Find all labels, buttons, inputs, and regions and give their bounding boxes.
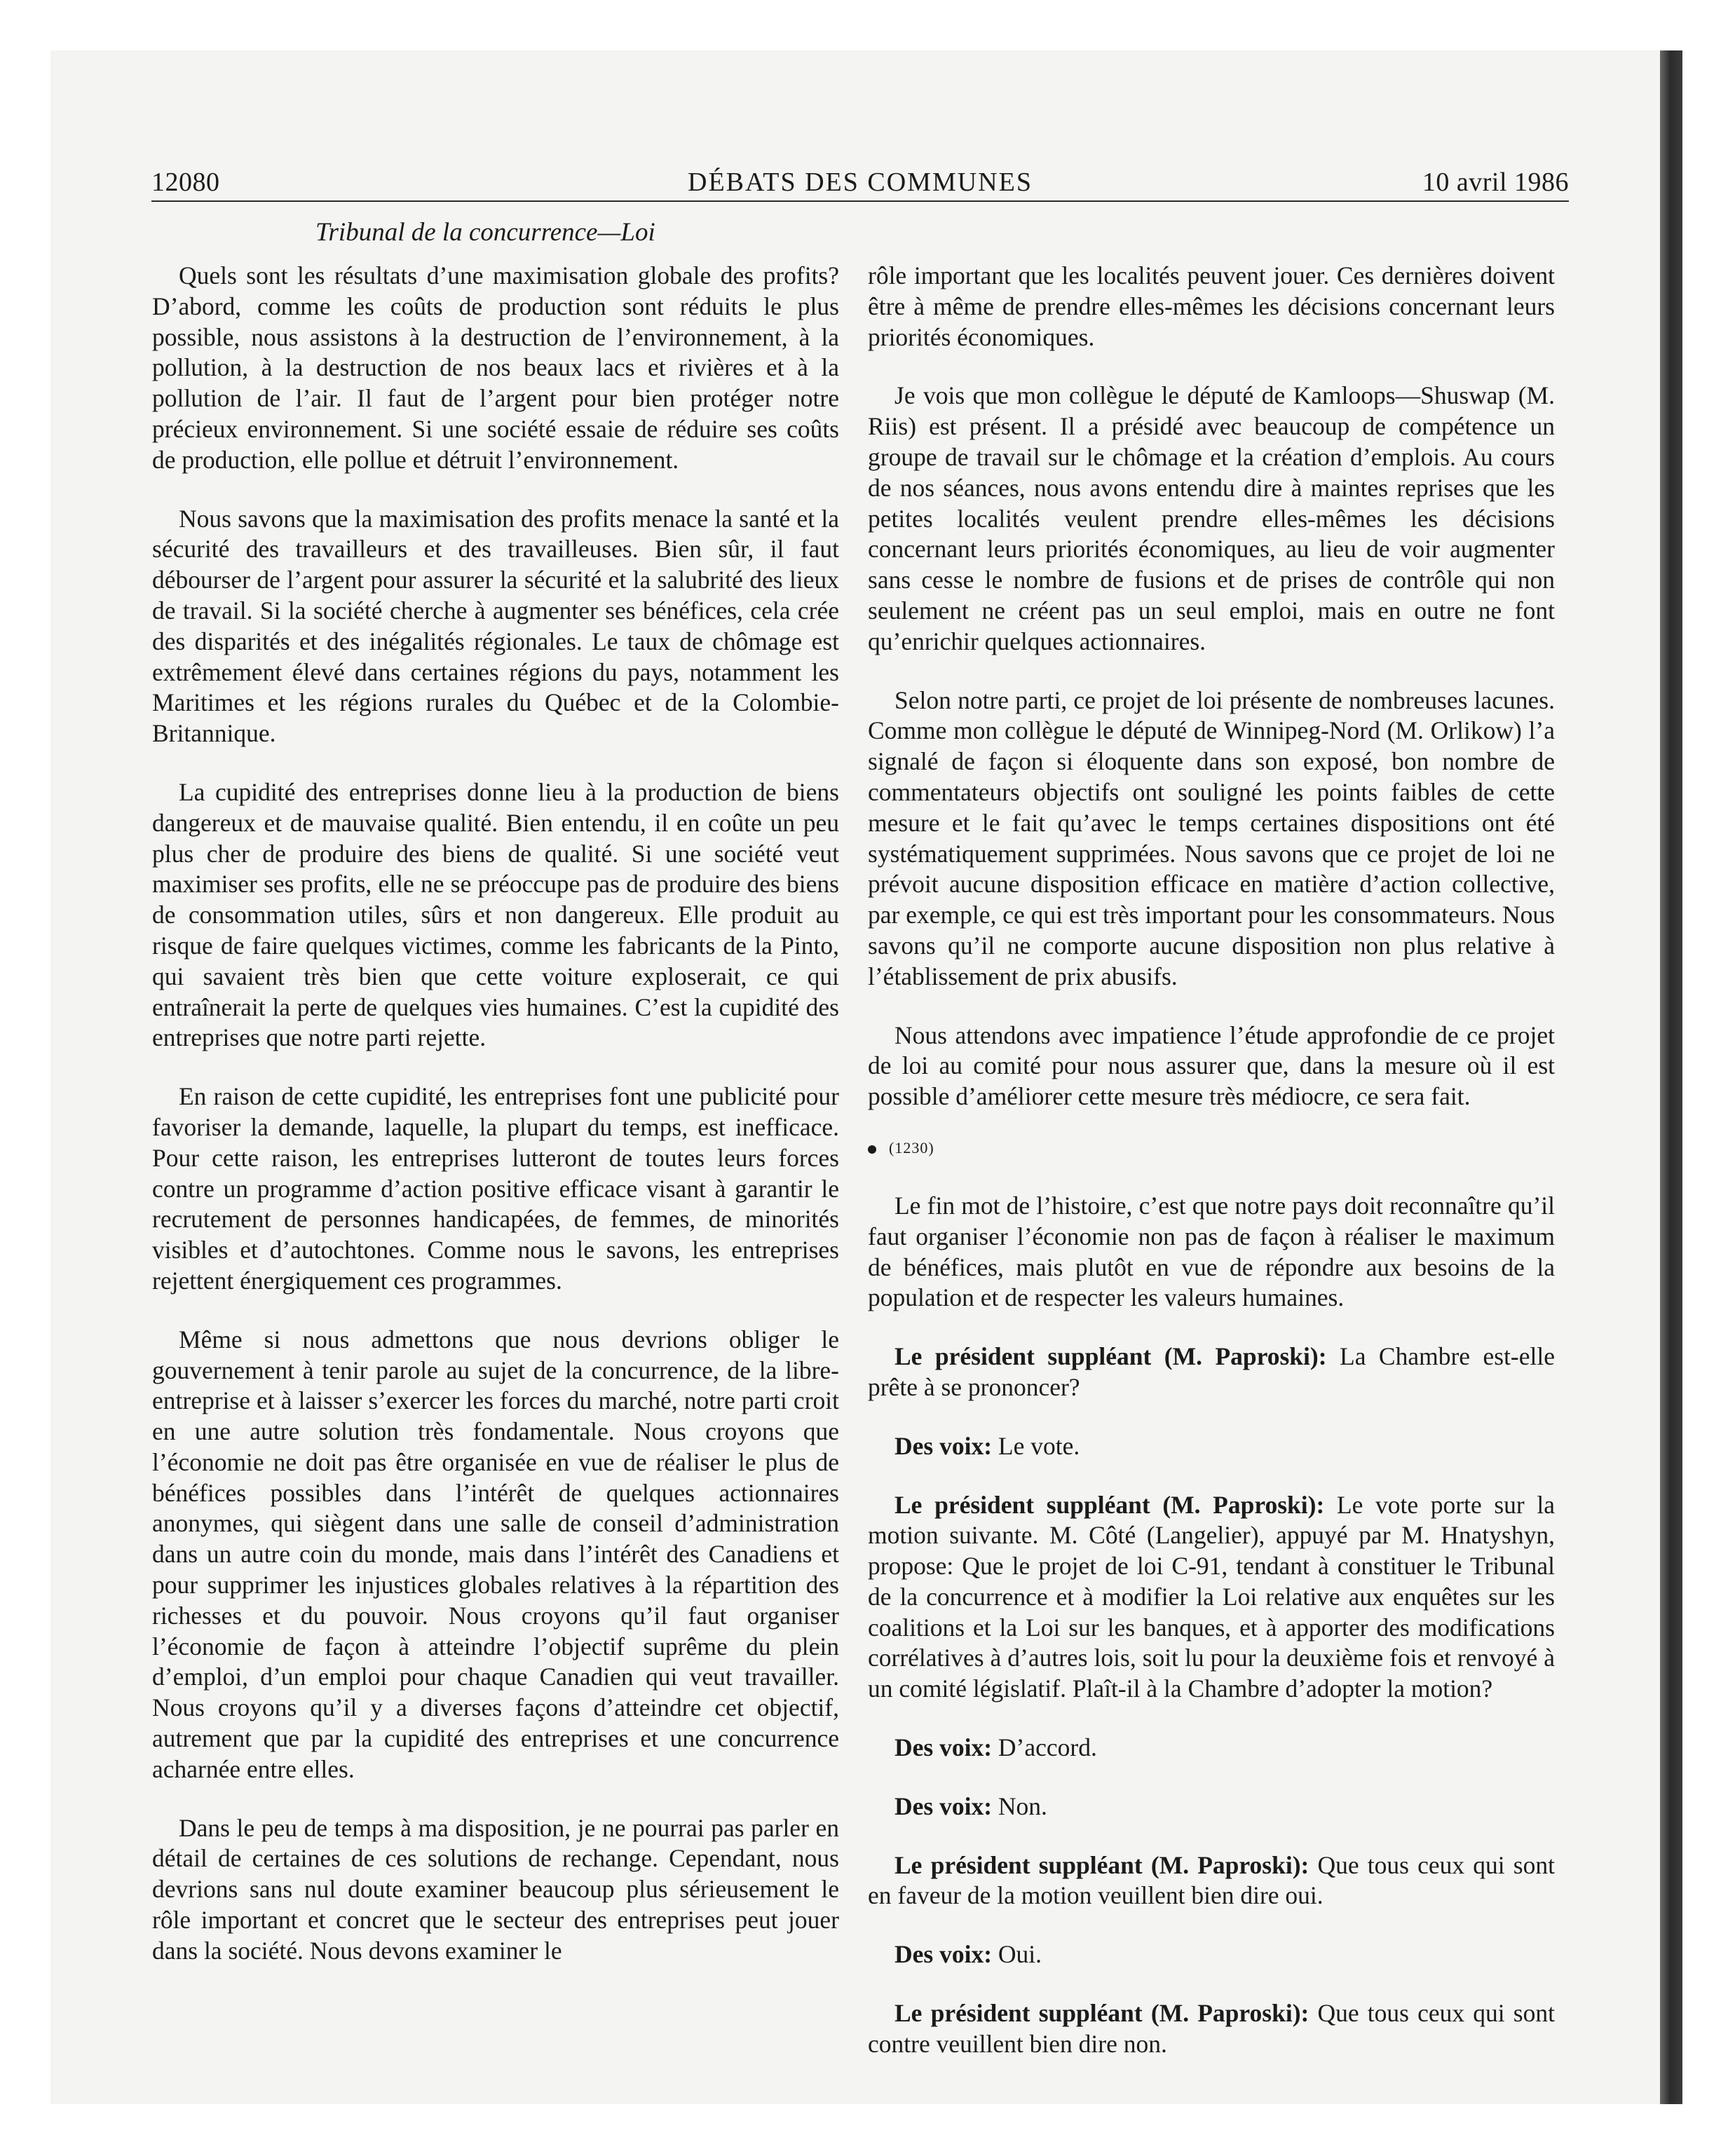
speaker-name: Des voix:	[894, 1940, 993, 1969]
paragraph: Quels sont les résultats d’une maximisation globale des profits? D’abord, comme les coûts de production sont réduits le plus possible, nous assistons à la destruction de l’environnement, à la pollution, à la destruction de nos beaux lacs et rivières et à la pollution de l’air. Il faut de l’argent pour bien protéger notre précieux environnement. Si une société essaie de réduire ses coûts de production, elle pollue et détruit l’environnement.	[152, 261, 839, 474]
paragraph: En raison de cette cupidité, les entreprises font une publicité pour favoriser la demande, laquelle, la plupart du temps, est inefficace. Pour cette raison, les entreprises lutteront de toutes leurs forces contre un programme d’action positive efficace visant à garantir le recrutement de personnes handicapées, de femmes, de minorités visibles et d’autochtones. Comme nous le savons, les entreprises rejettent énergiquement ces programmes.	[152, 1082, 839, 1295]
right-column	[868, 261, 1555, 2088]
speech-turn	[868, 1431, 1555, 1462]
speech-turn	[868, 1939, 1555, 1970]
left-column	[152, 261, 839, 1995]
speech-turn	[868, 1792, 1555, 1822]
speaker-name: Des voix:	[894, 1792, 993, 1820]
speaker-name: Des voix:	[894, 1431, 993, 1460]
speaker-name: Le président suppléant (M. Paproski):	[894, 1999, 1309, 2028]
time-marker	[868, 1138, 1555, 1159]
paragraph: Je vois que mon collègue le député de Kamloops—Shuswap (M. Riis) est présent. Il a présidé avec beaucoup de compétence un groupe de travail sur le chômage et la création d’emplois. Au cours de nos séances, nous avons entendu dire à maintes reprises que les petites localités veulent prendre elles-mêmes les décisions concernant leurs priorités économiques, au lieu de voir augmenter sans cesse le nombre de fusions et de prises de contrôle qui non seulement ne créent pas un seul emploi, mais en outre ne font qu’enrichir quelques actionnaires.	[868, 381, 1555, 655]
paragraph: Selon notre parti, ce projet de loi présente de nombreuses lacunes. Comme mon collègue le député de Winnipeg-Nord (M. Orlikow) l’a signalé de façon si éloquente dans son exposé, bon nombre de commentateurs objectifs ont souligné les points faibles de cette mesure et le fait qu’avec le temps certaines dispositions ont été systématiquement supprimées. Nous savons que ce projet de loi ne prévoit aucune disposition efficace en matière d’action collective, par exemple, ce qui est très important pour les consommateurs. Nous savons qu’il ne comporte aucune disposition non plus relative à l’établissement de prix abusifs.	[868, 685, 1555, 990]
paragraph: Nous savons que la maximisation des profits menace la santé et la sécurité des travailleurs et des travailleuses. Bien sûr, il faut débourser de l’argent pour assurer la sécurité et la salubrité des lieux de travail. Si la société cherche à augmenter ses bénéfices, cela crée des disparités et des inégalités régionales. Le taux de chômage est extrêmement élevé dans certaines régions du pays, notamment les Maritimes et les régions rurales du Québec et de la Colombie-Britannique.	[152, 504, 839, 748]
speech-text: Oui.	[992, 1940, 1042, 1969]
speech-turn	[868, 1850, 1555, 1912]
speech-turn	[868, 1733, 1555, 1763]
paragraph: La cupidité des entreprises donne lieu à la production de biens dangereux et de mauvaise qualité. Bien entendu, il en coûte un peu plus cher de produire des biens de qualité. Si une société veut maximiser ses profits, elle ne se préoccupe pas de produire des biens de consommation utiles, sûrs et non dangereux. Elle produit au risque de faire quelques victimes, comme les fabricants de la Pinto, qui savaient très bien que cette voiture exploserait, ce qui entraînerait la perte de quelques vies humaines. C’est la cupidité des entreprises que notre parti rejette.	[152, 777, 839, 1052]
speaker-name: Le président suppléant (M. Paproski):	[894, 1342, 1327, 1371]
publication-title: DÉBATS DES COMMUNES	[688, 168, 1033, 197]
paragraph: rôle important que les localités peuvent jouer. Ces dernières doivent être à même de prendre elles-mêmes les décisions concernant leurs priorités économiques.	[868, 261, 1555, 351]
time-marker-label: (1230)	[889, 1138, 934, 1157]
speech-turn	[868, 1490, 1555, 1705]
paragraph: Même si nous admettons que nous devrions obliger le gouvernement à tenir parole au sujet de la concurrence, de la libre-entreprise et à laisser s’exercer les forces du marché, notre parti croit en une autre solution très fondamentale. Nous croyons que l’économie ne doit pas être organisée en vue de réaliser le plus de bénéfices possibles dans l’intérêt de quelques actionnaires anonymes, qui siègent dans une salle de conseil d’administration dans un autre coin du monde, mais dans l’intérêt des Canadiens et pour supprimer les injustices globales relatives à la répartition des richesses et du pouvoir. Nous croyons qu’il faut organiser l’économie de façon à atteindre l’objectif suprême du plein d’emploi, d’un emploi pour chaque Canadien qui veut travailler. Nous croyons qu’il y a diverses façons d’atteindre cet objectif, autrement que par la cupidité des entreprises et une concurrence acharnée entre elles.	[152, 1325, 839, 1783]
speaker-name: Des voix:	[894, 1733, 993, 1762]
speech-text: Non.	[992, 1792, 1047, 1820]
speech-turn	[868, 1342, 1555, 1403]
speaker-name: Le président suppléant (M. Paproski):	[894, 1850, 1309, 1879]
paragraph: Le fin mot de l’histoire, c’est que notre pays doit reconnaître qu’il faut organiser l’économie non pas de façon à réaliser le maximum de bénéfices, mais plutôt en vue de répondre aux besoins de la population et de respecter les valeurs humaines.	[868, 1191, 1555, 1312]
bullet-icon	[868, 1145, 876, 1154]
paragraph: Dans le peu de temps à ma disposition, je ne pourrai pas parler en détail de certaines de ces solutions de rechange. Cependant, nous devrions sans nul doute examiner beaucoup plus sérieusement le rôle important et concret que le secteur des entreprises peut jouer dans la société. Nous devons examiner le	[152, 1813, 839, 1965]
header-date: 10 avril 1986	[1422, 168, 1569, 197]
speech-text: Le vote porte sur la motion suivante. M. Côté (Langelier), appuyé par M. Hnatyshyn, propose: Que le projet de loi C-91, tendant à constituer le Tribunal de la concurrence et à modifier la Loi relative aux enquêtes sur les coalitions et la Loi sur les banques, et à apporter des modifications corrélatives à d’autres lois, soit lu pour la deuxième fois et renvoyé à un comité législatif. Plaît-il à la Chambre d’adopter la motion?	[868, 1490, 1556, 1703]
scan-edge-shadow	[1660, 50, 1682, 2104]
page-number: 12080	[151, 168, 220, 197]
speech-text: Que tous ceux qui sont en faveur de la motion veuillent bien dire oui.	[868, 1850, 1555, 1910]
running-header	[151, 163, 1569, 202]
speech-text: Que tous ceux qui sont contre veuillent bien dire non.	[868, 1999, 1555, 2058]
speech-text: D’accord.	[992, 1733, 1097, 1762]
speech-text: La Chambre est-elle prête à se prononcer?	[868, 1342, 1555, 1401]
speech-turn	[868, 1998, 1555, 2060]
header-rule	[151, 200, 1569, 202]
speech-text: Le vote.	[992, 1431, 1080, 1460]
speaker-name: Le président suppléant (M. Paproski):	[894, 1490, 1325, 1519]
subject-heading: Tribunal de la concurrence—Loi	[315, 218, 655, 247]
paragraph: Nous attendons avec impatience l’étude approfondie de ce projet de loi au comité pour nous assurer que, dans la mesure où il est possible d’améliorer cette mesure très médiocre, ce sera fait.	[868, 1021, 1555, 1111]
